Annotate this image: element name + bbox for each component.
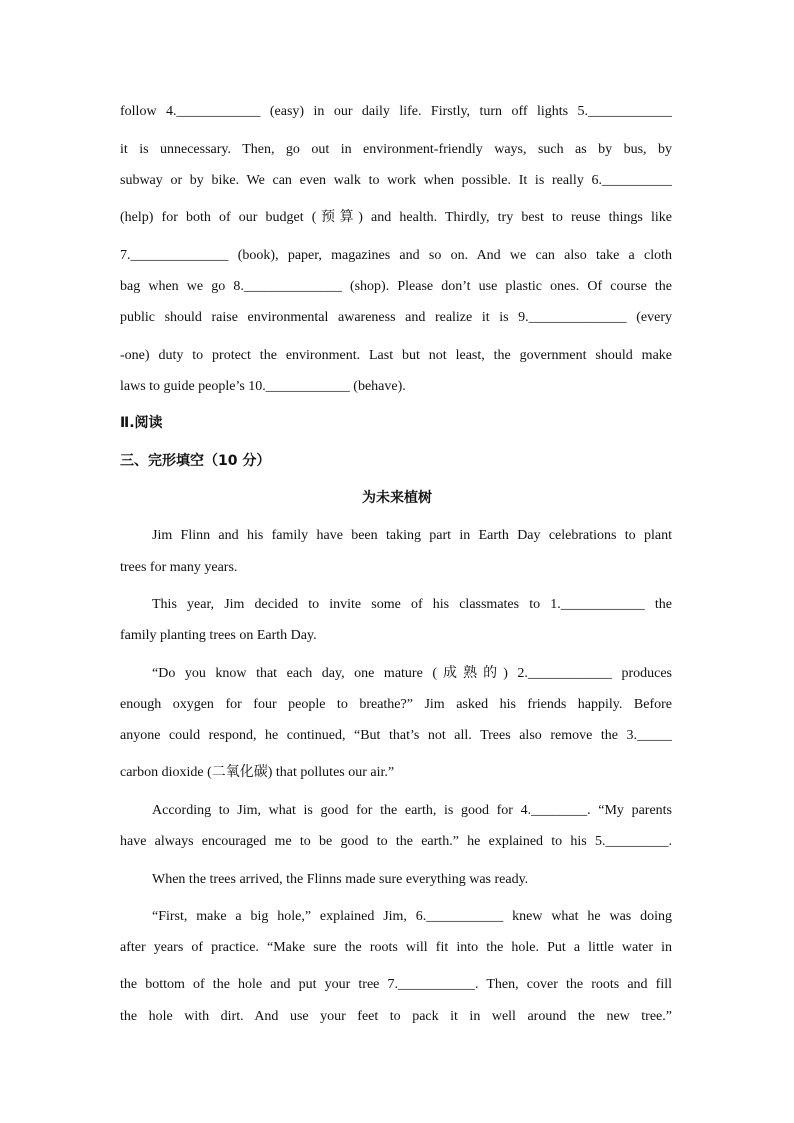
text-line: public should raise environmental awareness and realize it is 9.______________ (every: [120, 310, 672, 325]
text-line: This year, Jim decided to invite some of his classmates to 1.____________ the: [152, 597, 672, 612]
text-line: Jim Flinn and his family have been taking part in Earth Day celebrations to plant: [152, 528, 672, 543]
text-line: family planting trees on Earth Day.: [120, 628, 317, 643]
text-line: carbon dioxide (二氧化碳) that pollutes our air.”: [120, 765, 395, 780]
text-line: 7.______________ (book), paper, magazines and so on. And we can also take a cloth: [120, 248, 672, 263]
text-line: (help) for both of our budget (预算) and health. Thirdly, try best to reuse things like: [120, 210, 672, 225]
article-title: 为未来植树: [362, 490, 432, 506]
text-line: subway or by bike. We can even walk to work when possible. It is really 6.__________: [120, 173, 672, 188]
text-line: enough oxygen for four people to breathe?” Jim asked his friends happily. Before: [120, 697, 672, 712]
text-line: it is unnecessary. Then, go out in environment-friendly ways, such as by bus, by: [120, 142, 672, 157]
text-line: -one) duty to protect the environment. Last but not least, the government should make: [120, 348, 672, 363]
text-line: anyone could respond, he continued, “But that’s not all. Trees also remove the 3._____: [120, 728, 672, 743]
text-line: laws to guide people’s 10.____________ (behave).: [120, 379, 406, 394]
text-line: When the trees arrived, the Flinns made sure everything was ready.: [152, 872, 529, 887]
section-heading-cloze: 三、完形填空（10 分）: [120, 453, 271, 469]
text-line: According to Jim, what is good for the earth, is good for 4.________. “My parents: [152, 803, 672, 818]
text-line: “Do you know that each day, one mature (成熟的) 2.____________ produces: [152, 666, 672, 681]
text-line: bag when we go 8.______________ (shop). Please don’t use plastic ones. Of course the: [120, 279, 672, 294]
text-line: the hole with dirt. And use your feet to pack it in well around the new tree.”: [120, 1009, 672, 1024]
text-line: follow 4.____________ (easy) in our daily life. Firstly, turn off lights 5.____________: [120, 104, 672, 119]
text-line: trees for many years.: [120, 560, 238, 575]
text-line: after years of practice. “Make sure the roots will fit into the hole. Put a little water in: [120, 940, 672, 955]
text-line: the bottom of the hole and put your tree 7.___________. Then, cover the roots and fill: [120, 977, 672, 992]
section-heading-reading: Ⅱ.阅读: [120, 415, 163, 431]
text-line: “First, make a big hole,” explained Jim, 6.___________ knew what he was doing: [152, 909, 672, 924]
text-line: have always encouraged me to be good to the earth.” he explained to his 5._________.: [120, 834, 672, 849]
